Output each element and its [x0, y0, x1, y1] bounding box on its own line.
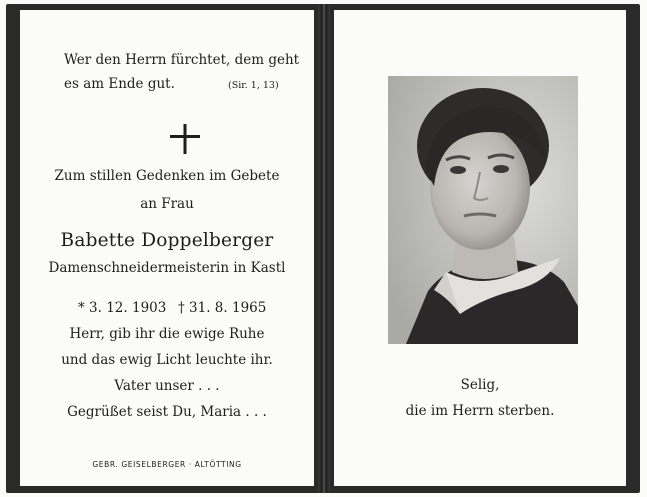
portrait-photo — [388, 76, 578, 344]
death-date: † 31. 8. 1965 — [178, 300, 267, 316]
birth-date: * 3. 12. 1903 — [78, 300, 167, 316]
card-fold — [318, 4, 330, 493]
left-card — [20, 10, 314, 486]
caption-line-2 — [334, 400, 626, 419]
prayer-line-2: und das ewig Licht leuchte ihr. — [61, 352, 273, 368]
prayer-line-1: Herr, gib ihr die ewige Ruhe — [69, 326, 265, 342]
printer-imprint: GEBR. GEISELBERGER · ALTÖTTING — [92, 460, 242, 469]
occupation: Damenschneidermeisterin in Kastl — [48, 260, 286, 276]
motto-reference: (Sir. 1, 13) — [228, 80, 279, 91]
motto-line-1: Wer den Herrn fürchtet, dem geht — [64, 52, 300, 68]
memorial-line-2: an Frau — [140, 196, 194, 212]
motto-line-2: es am Ende gut. — [64, 76, 175, 92]
cross-icon — [168, 122, 202, 156]
prayer-line-4: Gegrüßet seist Du, Maria . . . — [67, 404, 267, 420]
memorial-line-1: Zum stillen Gedenken im Gebete — [54, 168, 280, 184]
caption-text-2: die im Herrn sterben. — [405, 403, 555, 419]
caption-text-1: Selig, — [460, 377, 500, 393]
caption-line-1 — [334, 374, 626, 393]
prayer-line-3: Vater unser . . . — [114, 378, 220, 394]
deceased-name: Babette Doppelberger — [60, 230, 274, 251]
